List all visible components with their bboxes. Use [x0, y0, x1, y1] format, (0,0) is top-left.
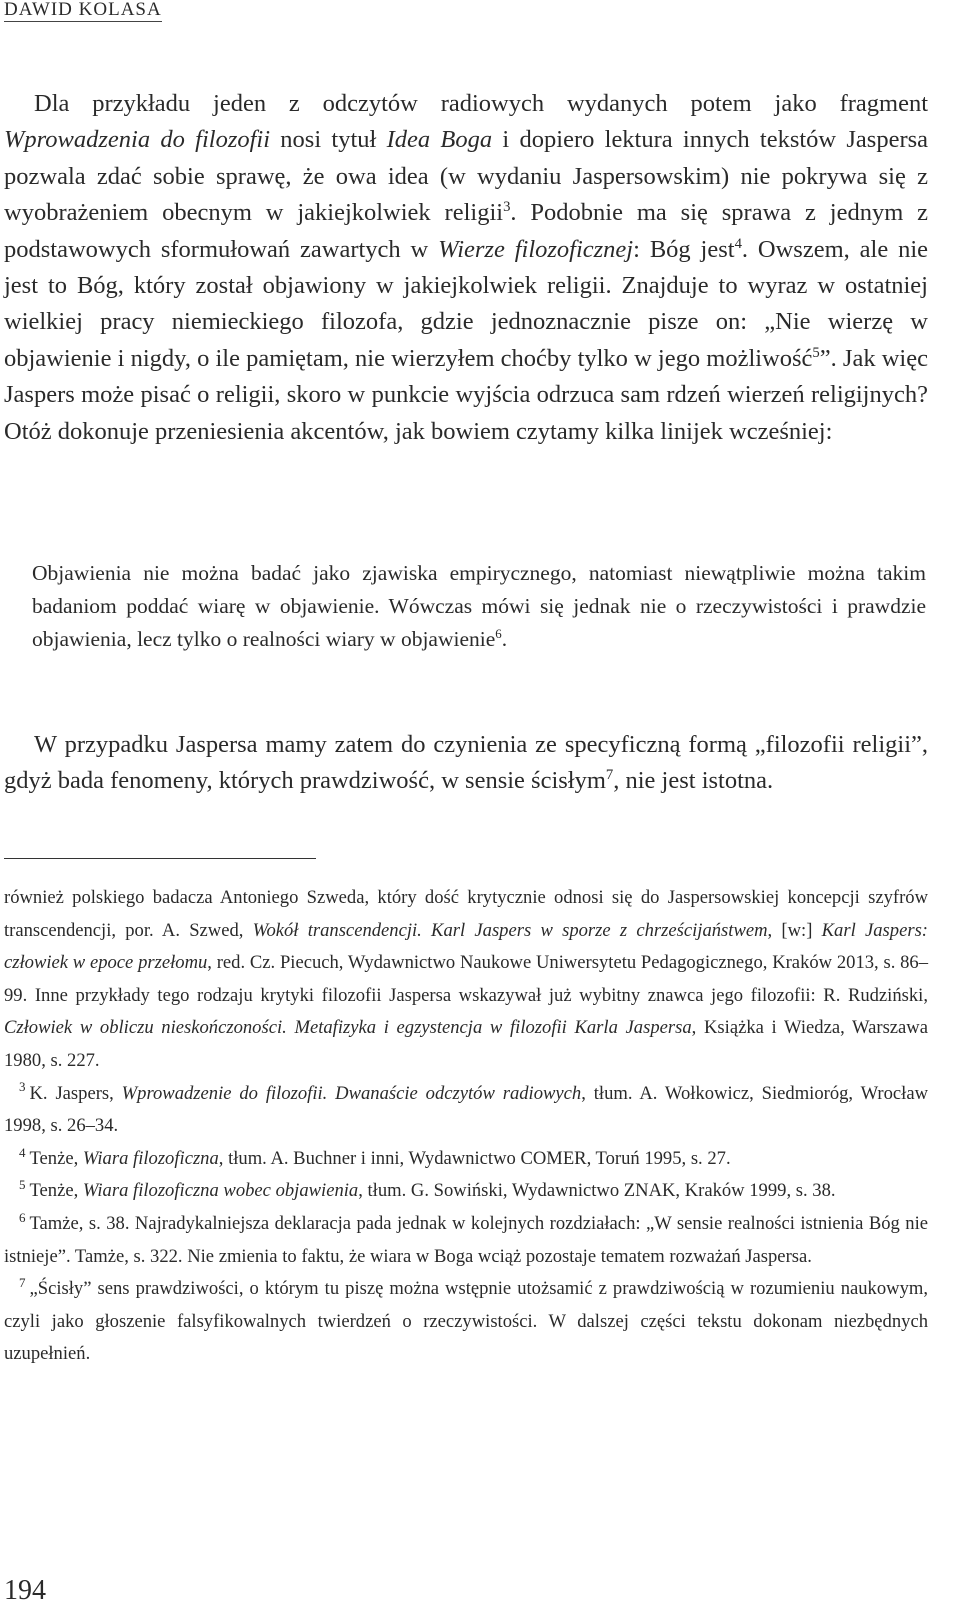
footnote-3	[4, 1078, 928, 1143]
footnote-4	[4, 1143, 928, 1176]
text-run: , tłum. A. Buchner i inni, Wydawnictwo COMER, Toruń 1995, s. 27.	[218, 1147, 731, 1169]
running-header: DAWID KOLASA	[4, 0, 162, 20]
text-run: , tłum. G. Sowiński, Wydawnictwo ZNAK, Kraków 1999, s. 38.	[358, 1180, 836, 1202]
page-number: 194	[4, 1575, 46, 1606]
footnote-7	[4, 1273, 928, 1371]
footnote-ref: 3	[503, 199, 511, 216]
text-run: , tłum. A. Wołkowicz, Siedmioróg, Wrocław 1998, s. 26–34.	[4, 1082, 929, 1137]
footnote-continuation	[4, 882, 928, 1078]
footnote-5	[4, 1175, 928, 1208]
text-run: : Bóg jest	[633, 235, 735, 263]
italic-title: Wierze filozoficznej	[438, 235, 634, 263]
text-run: Objawienia nie można badać jako zjawiska empirycznego, natomiast niewątpliwie można takim badaniom poddać wiarę w objawienie. Wówczas mówi się jednak nie o rzeczywistości i prawdzie objawienia, lecz tylko o realności wiary w objawienie	[32, 561, 926, 651]
text-run: i dopiero lektura innych tekstów Jaspersa pozwala zdać sobie sprawę, że owa idea (w wydaniu Jaspersowskim) nie pokrywa się z wyobrażeniem obecnym w jakiejkolwiek religii	[4, 126, 929, 227]
footnote-separator	[4, 858, 316, 859]
text-run: . Podobnie ma się sprawa z jednym z podstawowych sformułowań zawartych w	[4, 199, 928, 263]
italic-title: Wiara filozoficzna	[82, 1147, 219, 1169]
italic-title: Idea Boga	[386, 126, 493, 154]
footnotes	[4, 882, 928, 1371]
footnote-ref: 4	[734, 235, 742, 252]
text-run: Tenże,	[29, 1147, 83, 1169]
italic-title: Wprowadzenie do filozofii. Dwanaście odczytów radiowych	[121, 1082, 582, 1104]
text-run: „Ścisły” sens prawdziwości, o którym tu piszę można wstępnie utożsamić z prawdziwością w rozumieniu naukowym, czyli jako głoszenie falsyfikowalnych twierdzeń o rzeczywistości. W dalszej części tekstu dokonam niezbędnych uzupełnień.	[4, 1278, 928, 1365]
text-run: nosi tytuł	[270, 126, 387, 154]
footnote-number: 5	[19, 1177, 26, 1193]
text-run: , [w:]	[767, 919, 822, 941]
footnote-number: 3	[19, 1079, 26, 1095]
text-run: również polskiego badacza Antoniego Szweda, który dość krytycznie odnosi się do Jaspersowskiej koncepcji szyfrów transcendencji, por. A. Szwed,	[4, 887, 928, 941]
block-quote	[32, 557, 926, 656]
text-run: ”. Jak więc Jaspers może pisać o religii, skoro w punkcie wyjścia odrzuca sam rdzeń wierzeń religijnych? Otóż dokonuje przeniesienia akcentów, jak bowiem czytamy kilka linijek wcześniej:	[4, 344, 928, 445]
footnote-number: 7	[19, 1274, 26, 1290]
footnote-6	[4, 1208, 928, 1273]
italic-title: Wiara filozoficzna wobec objawienia	[82, 1180, 359, 1202]
italic-title: Wprowadzenia do filozofii	[4, 126, 271, 154]
text-run: . Owszem, ale nie jest to Bóg, który został objawiony w jakiejkolwiek religii. Znajduje to wyraz w ostatniej wielkiej pracy niemieckiego filozofa, gdzie jednoznacznie pisze on: „Nie wierzę w objawienie i nigdy, o ile pamiętam, nie wierzyłem choćby tylko w jego możliwość	[4, 235, 929, 372]
italic-title: Człowiek w obliczu nieskończoności. Metafizyka i egzystencja w filozofii Karla Jaspersa	[4, 1017, 692, 1039]
footnote-ref: 7	[605, 767, 614, 784]
text-run: Tenże,	[29, 1180, 83, 1202]
footnote-ref: 5	[812, 344, 820, 361]
footnote-ref: 6	[495, 626, 502, 641]
body-paragraph-2	[4, 727, 928, 800]
italic-title: Karl Jaspers: człowiek w epoce przełomu	[4, 919, 928, 974]
footnote-number: 6	[19, 1209, 26, 1225]
text-run: , red. Cz. Piecuch, Wydawnictwo Naukowe Uniwersytetu Pedagogicznego, Kraków 2013, s. 86–99. Inne przykłady tego rodzaju krytyki filozofii Jaspersa wskazywał już wybitny znawca jego filozofii: R. Rudziński,	[4, 952, 929, 1006]
italic-title: Wokół transcendencji. Karl Jaspers w sporze z chrześcijaństwem	[252, 919, 768, 941]
footnote-number: 4	[19, 1144, 26, 1160]
body-paragraph-1	[4, 86, 928, 450]
text-run: Dla przykładu jeden z odczytów radiowych wydanych potem jako fragment	[34, 90, 928, 117]
text-run: , Książka i Wiedza, Warszawa 1980, s. 227.	[4, 1017, 928, 1071]
text-run: K. Jaspers,	[29, 1082, 122, 1104]
text-run: .	[501, 627, 508, 651]
text-run: , nie jest istotna.	[613, 767, 774, 795]
text-run: Tamże, s. 38. Najradykalniejsza deklaracja pada jednak w kolejnych rozdziałach: „W sensie realności istnienia Bóg nie istnieje”. Tamże, s. 322. Nie zmienia to faktu, że wiara w Boga wciąż pozostaje tematem rozważań Jaspersa.	[4, 1212, 928, 1267]
text-run: W przypadku Jaspersa mamy zatem do czynienia ze specyficzną formą „filozofii religii”, gdyż bada fenomeny, których prawdziwość, w sensie ścisłym	[4, 731, 928, 795]
